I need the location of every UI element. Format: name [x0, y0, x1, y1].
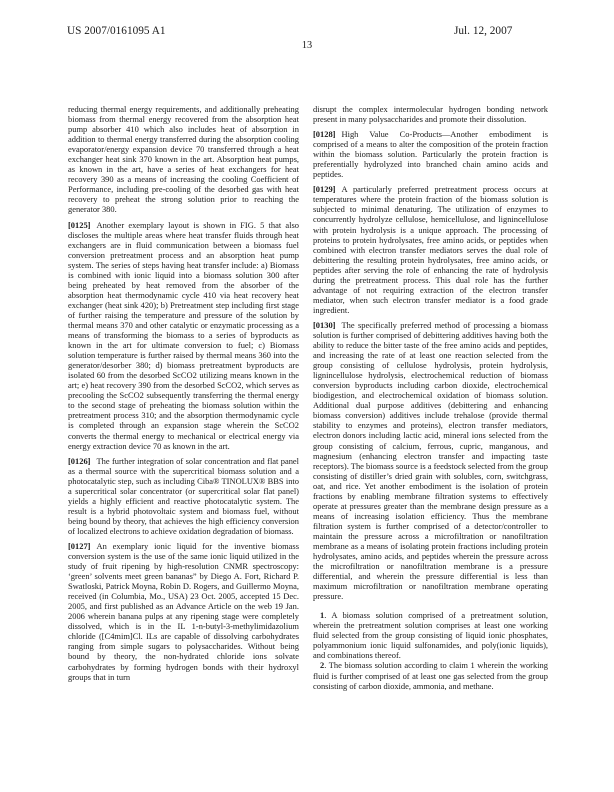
paragraph-number: [0129] — [313, 184, 336, 195]
paragraph-0128 — [313, 129, 548, 179]
paragraph-text: Another exemplary layout is shown in FIG. 5 that also discloses the multiple areas where heat transfer fluids through heat exchangers are in fluid communication between a biomass fuel conversion pretreatment process and an absorption heat pump system. The series of steps having heat transfer include: a) Biomass is combined with ionic liquid into a biomass solution 300 after being preheated by heat removed from the absorber of the absorption heat thermodynamic cycle 410 via heat recovery heat exchanger (heat sink 420); b) Pretreatment step including first stage of further raising the temperature and pressure of the solution by thermal means 370 and other catalytic or enzymatic processing as a means of transforming the biomass to a series of byproducts as known in the art for ultimate conversion to fuel; c) Biomass solution temperature is further raised by thermal means 360 into the generator/desorber 380; d) biomass pretreatment byproducts are isolated 60 from the desorbed ScCO2 utilizing means known in the art; e) heat recovery 390 from the desorbed ScCO2, which serves as precooling the ScCO2 subsequently transferring the thermal energy to the second stage of preheating the biomass solution within the pretreatment process 310; and the absorption thermodynamic cycle is completed through an expansion stage wherein the ScCO2 converts the thermal energy to mechanical or electrical energy via energy extraction device 70 as known in the art. — [68, 219, 299, 451]
paragraph-number: [0125] — [68, 219, 91, 230]
paragraph-0127 — [68, 541, 299, 682]
paragraph-text: The further integration of solar concentration and flat panel as a thermal source with the supercritical biomass solution and a photocatalytic step, such as including Ciba® TINOLUX® BBS into a supercritical solar concentrator (or supercritical solar flat panel) yields a highly efficient and reactive photocatalytic system. The result is a hybrid photovoltaic system and biomass fuel, without being bound by theory, that achieves the high efficiency conversion of localized electrons to achieve oxidation degradation of biomass. — [68, 455, 299, 536]
publication-number: US 2007/0161095 A1 — [67, 25, 166, 37]
claim-text: . The biomass solution according to claim 1 wherein the working fluid is further comprised of at least one gas selected from the group consisting of carbon dioxide, ammonia, and methane. — [313, 660, 548, 691]
paragraph-0125 — [68, 220, 299, 451]
continued-paragraph: reducing thermal energy requirements, and additionally preheating biomass from thermal energy recovered from the absorption heat pump absorber 410 which also includes heat of absorption in addition to thermal energy transferred during the absorption cooling evaporator/energy expansion device 70 transferred through a heat exchanger heat sink 370 known in the art. Absorption heat pumps, as known in the art, have a series of heat exchangers for heat recovery 390 as a means of increasing the cooling Coefficient of Performance, including pre-cooling of the desorbed gas with heat recovery to preheat the strong solution prior to reaching the generator 380. — [68, 104, 299, 215]
paragraph-number: [0130] — [313, 319, 336, 330]
paragraph-number: [0127] — [68, 540, 91, 551]
paragraph-text: High Value Co-Products—Another embodiment is comprised of a means to alter the composition of the protein fraction within the biomass solution. Particularly the protein fraction is preferentially hydrolyzed into branched chain amino acids and peptides. — [313, 129, 548, 180]
claim-number: 2 — [320, 660, 325, 671]
claim-text: . A biomass solution comprised of a pretreatment solution, wherein the pretreatment solution comprises at least one working fluid selected from the group consisting of liquid ionic phosphates, polyammonium ionic liquid sulfonamides, and poly(ionic liquids), and combinations thereof. — [313, 610, 548, 661]
claim-number: 1 — [320, 610, 325, 621]
paragraph-0129 — [313, 184, 548, 315]
claim-1 — [313, 610, 548, 660]
page-number: 13 — [301, 40, 313, 51]
paragraph-0126 — [68, 456, 299, 536]
paragraph-text: A particularly preferred pretreatment process occurs at temperatures where the protein fraction of the biomass solution is subjected to minimal denaturing. The utilization of enzymes to concurrently hydrolyze cellulose, hemicellulose, and lignincellulose with protein hydrolysis is a unique approach. The processing of proteins to protein hydrolysates, free amino acids, or peptides when combined with electron transfer mediators serves the dual role of debittering the resulting protein hydrolysates, free amino acids, or peptides after serving the role of enhancing the rate of hydrolysis during the pretreatment process. This dual role has the further advantage of not requiring extraction of the electron transfer mediator, when such electron transfer mediator is a food grade ingredient. — [313, 184, 548, 315]
publication-date: Jul. 12, 2007 — [454, 25, 513, 37]
continued-paragraph: disrupt the complex intermolecular hydrogen bonding network present in many polysaccharides and promote their dissolution. — [313, 104, 548, 125]
paragraph-0130 — [313, 320, 548, 601]
right-column — [313, 104, 548, 691]
paragraph-number: [0128] — [313, 129, 336, 140]
paragraph-number: [0126] — [68, 455, 91, 466]
paragraph-text: The specifically preferred method of processing a biomass solution is further comprised of debittering additives having both the ability to reduce the bitter taste of the free amino acids and peptides, and increasing the rate of at least one reaction selected from the group consisting of cellulose hydrolysis, protein hydrolysis, lignincellulose hydrolysis, electrochemical reduction of biomass conversion byproducts including carbon dioxide, electrochemical biodigestion, and electrochemical oxidation of biomass solution. Additional dual purpose additives (debittering and enhancing biomass conversion) additives include trehalose (provide thermal stability to enzymes and proteins), electron transfer mediators, electron donors including lactic acid, mineral ions selected from the group consisting of calcium, ferrous, cupric, manganous, and magnesium (enhancing electron transfer and impacting taste receptors). The biomass source is a feedstock selected from the group consisting of distiller’s dried grain with solubles, corn, switchgrass, oat, and rice. Yet another embodiment is the isolation of protein fractions by enabling membrane filtration systems to effectively operate at pressures greater than the membrane design pressure as a means of increasing isolation efficiency. Thus the membrane filtration system is further comprised of a detector/controller to maintain the pressure across a microfiltration or nanofiltration membrane as a means of isolating protein fractions including protein hydrolysates, amino acids, and peptides wherein the pressure across the microfiltration or nanofiltration membrane is a pressure differential, and wherein the pressure differential is less than maximum microfiltration or nanofiltration membrane operating pressure. — [313, 319, 548, 602]
paragraph-text: An exemplary ionic liquid for the inventive biomass conversion system is the use of the same ionic liquid utilized in the study of fruit ripening by high-resolution CNMR spectroscopy: ‘green’ solvents meet green bananas” by Diego A. Fort, Richard P. Swatloski, Patrick Moyna, Robin D. Rogers, and Guillermo Moyna, received (in Columbia, Mo., USA) 23 Oct. 2005, accepted 15 Dec. 2005, and first published as an Advance Article on the web 19 Jan. 2006 wherein banana pulps at any ripening stage were completely dissolved, which is in the IL 1-n-butyl-3-methylimidazolium chloride ([C4mim]Cl. ILs are capable of dissolving carbohydrates ranging from simple sugars to polysaccharides. Without being bound by theory, the non-hydrated chloride ions solvate carbohydrates by forming hydrogen bonds with their hydroxyl groups that in turn — [68, 540, 299, 682]
left-column — [68, 104, 299, 687]
claims-section — [313, 610, 548, 690]
claim-2 — [313, 660, 548, 690]
